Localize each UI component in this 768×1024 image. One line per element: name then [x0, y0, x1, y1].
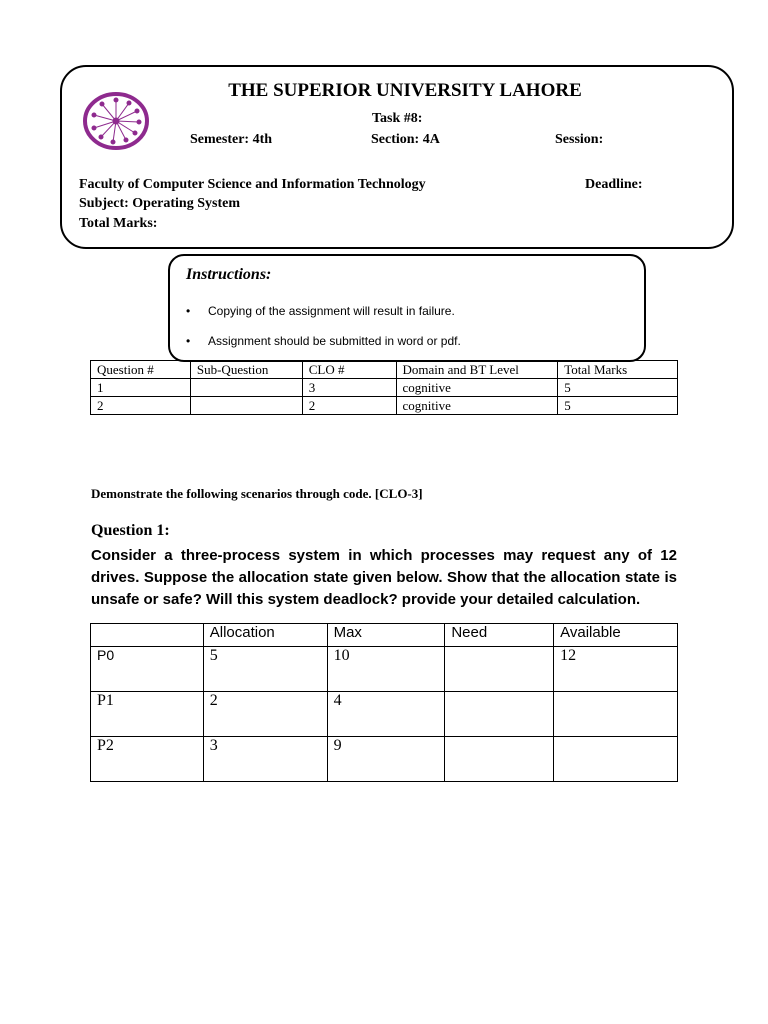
- question-heading: Question 1:: [91, 522, 170, 539]
- table-cell: 3: [302, 379, 396, 397]
- table-cell: P1: [91, 692, 204, 737]
- table-cell: 1: [91, 379, 191, 397]
- section: Section: 4A: [371, 132, 440, 147]
- table-cell: [445, 647, 554, 692]
- marks-table: [90, 360, 678, 415]
- demonstrate-instruction: Demonstrate the following scenarios through code. [CLO-3]: [91, 486, 423, 501]
- task-number: Task #8:: [372, 111, 423, 126]
- table-row: [91, 379, 678, 397]
- table-header: Max: [327, 624, 445, 647]
- faculty: Faculty of Computer Science and Information Technology: [79, 177, 426, 192]
- table-header: Need: [445, 624, 554, 647]
- total-marks: Total Marks:: [79, 216, 158, 231]
- table-cell: 9: [327, 737, 445, 782]
- table-header: Sub-Question: [190, 361, 302, 379]
- table-header: Question #: [91, 361, 191, 379]
- table-cell: 4: [327, 692, 445, 737]
- table-cell: [190, 397, 302, 415]
- table-cell: cognitive: [396, 397, 558, 415]
- table-cell: [445, 692, 554, 737]
- table-cell: 5: [558, 379, 678, 397]
- table-cell: 12: [554, 647, 678, 692]
- table-cell: 5: [203, 647, 327, 692]
- table-header: Allocation: [203, 624, 327, 647]
- question-text: Consider a three-process system in which processes may request any of 12 drives. Suppose the allocation state given below. Show that the allocation state is unsafe or safe? Will this system deadlock? provide your detailed calculation.: [91, 547, 677, 608]
- table-header: CLO #: [302, 361, 396, 379]
- table-cell: 3: [203, 737, 327, 782]
- table-row: [91, 692, 678, 737]
- instruction-item: [186, 334, 461, 348]
- table-cell: [554, 692, 678, 737]
- table-header: Available: [554, 624, 678, 647]
- table-header-row: [91, 361, 678, 379]
- table-cell: [190, 379, 302, 397]
- instruction-item: [186, 304, 455, 318]
- table-cell: [445, 737, 554, 782]
- instruction-text: Assignment should be submitted in word or pdf.: [208, 334, 461, 348]
- table-cell: P2: [91, 737, 204, 782]
- subject: Subject: Operating System: [79, 196, 240, 211]
- table-row: [91, 737, 678, 782]
- table-cell: 2: [302, 397, 396, 415]
- bullet-icon: •: [186, 334, 191, 348]
- allocation-table: [90, 623, 678, 782]
- table-row: [91, 647, 678, 692]
- table-row: [91, 397, 678, 415]
- instructions-box: [168, 254, 646, 362]
- table-cell: 5: [558, 397, 678, 415]
- session: Session:: [555, 132, 604, 147]
- table-cell: [554, 737, 678, 782]
- table-cell: 2: [203, 692, 327, 737]
- table-header-row: [91, 624, 678, 647]
- semester: Semester: 4th: [190, 132, 273, 147]
- table-cell: 2: [91, 397, 191, 415]
- instructions-title: Instructions:: [186, 266, 272, 283]
- table-header: Total Marks: [558, 361, 678, 379]
- table-header: Domain and BT Level: [396, 361, 558, 379]
- bullet-icon: •: [186, 304, 191, 318]
- table-cell: P0: [91, 647, 204, 692]
- deadline: Deadline:: [585, 177, 643, 192]
- table-header: [91, 624, 204, 647]
- table-cell: 10: [327, 647, 445, 692]
- university-title: THE SUPERIOR UNIVERSITY LAHORE: [228, 80, 582, 101]
- instruction-text: Copying of the assignment will result in failure.: [208, 304, 455, 318]
- table-cell: cognitive: [396, 379, 558, 397]
